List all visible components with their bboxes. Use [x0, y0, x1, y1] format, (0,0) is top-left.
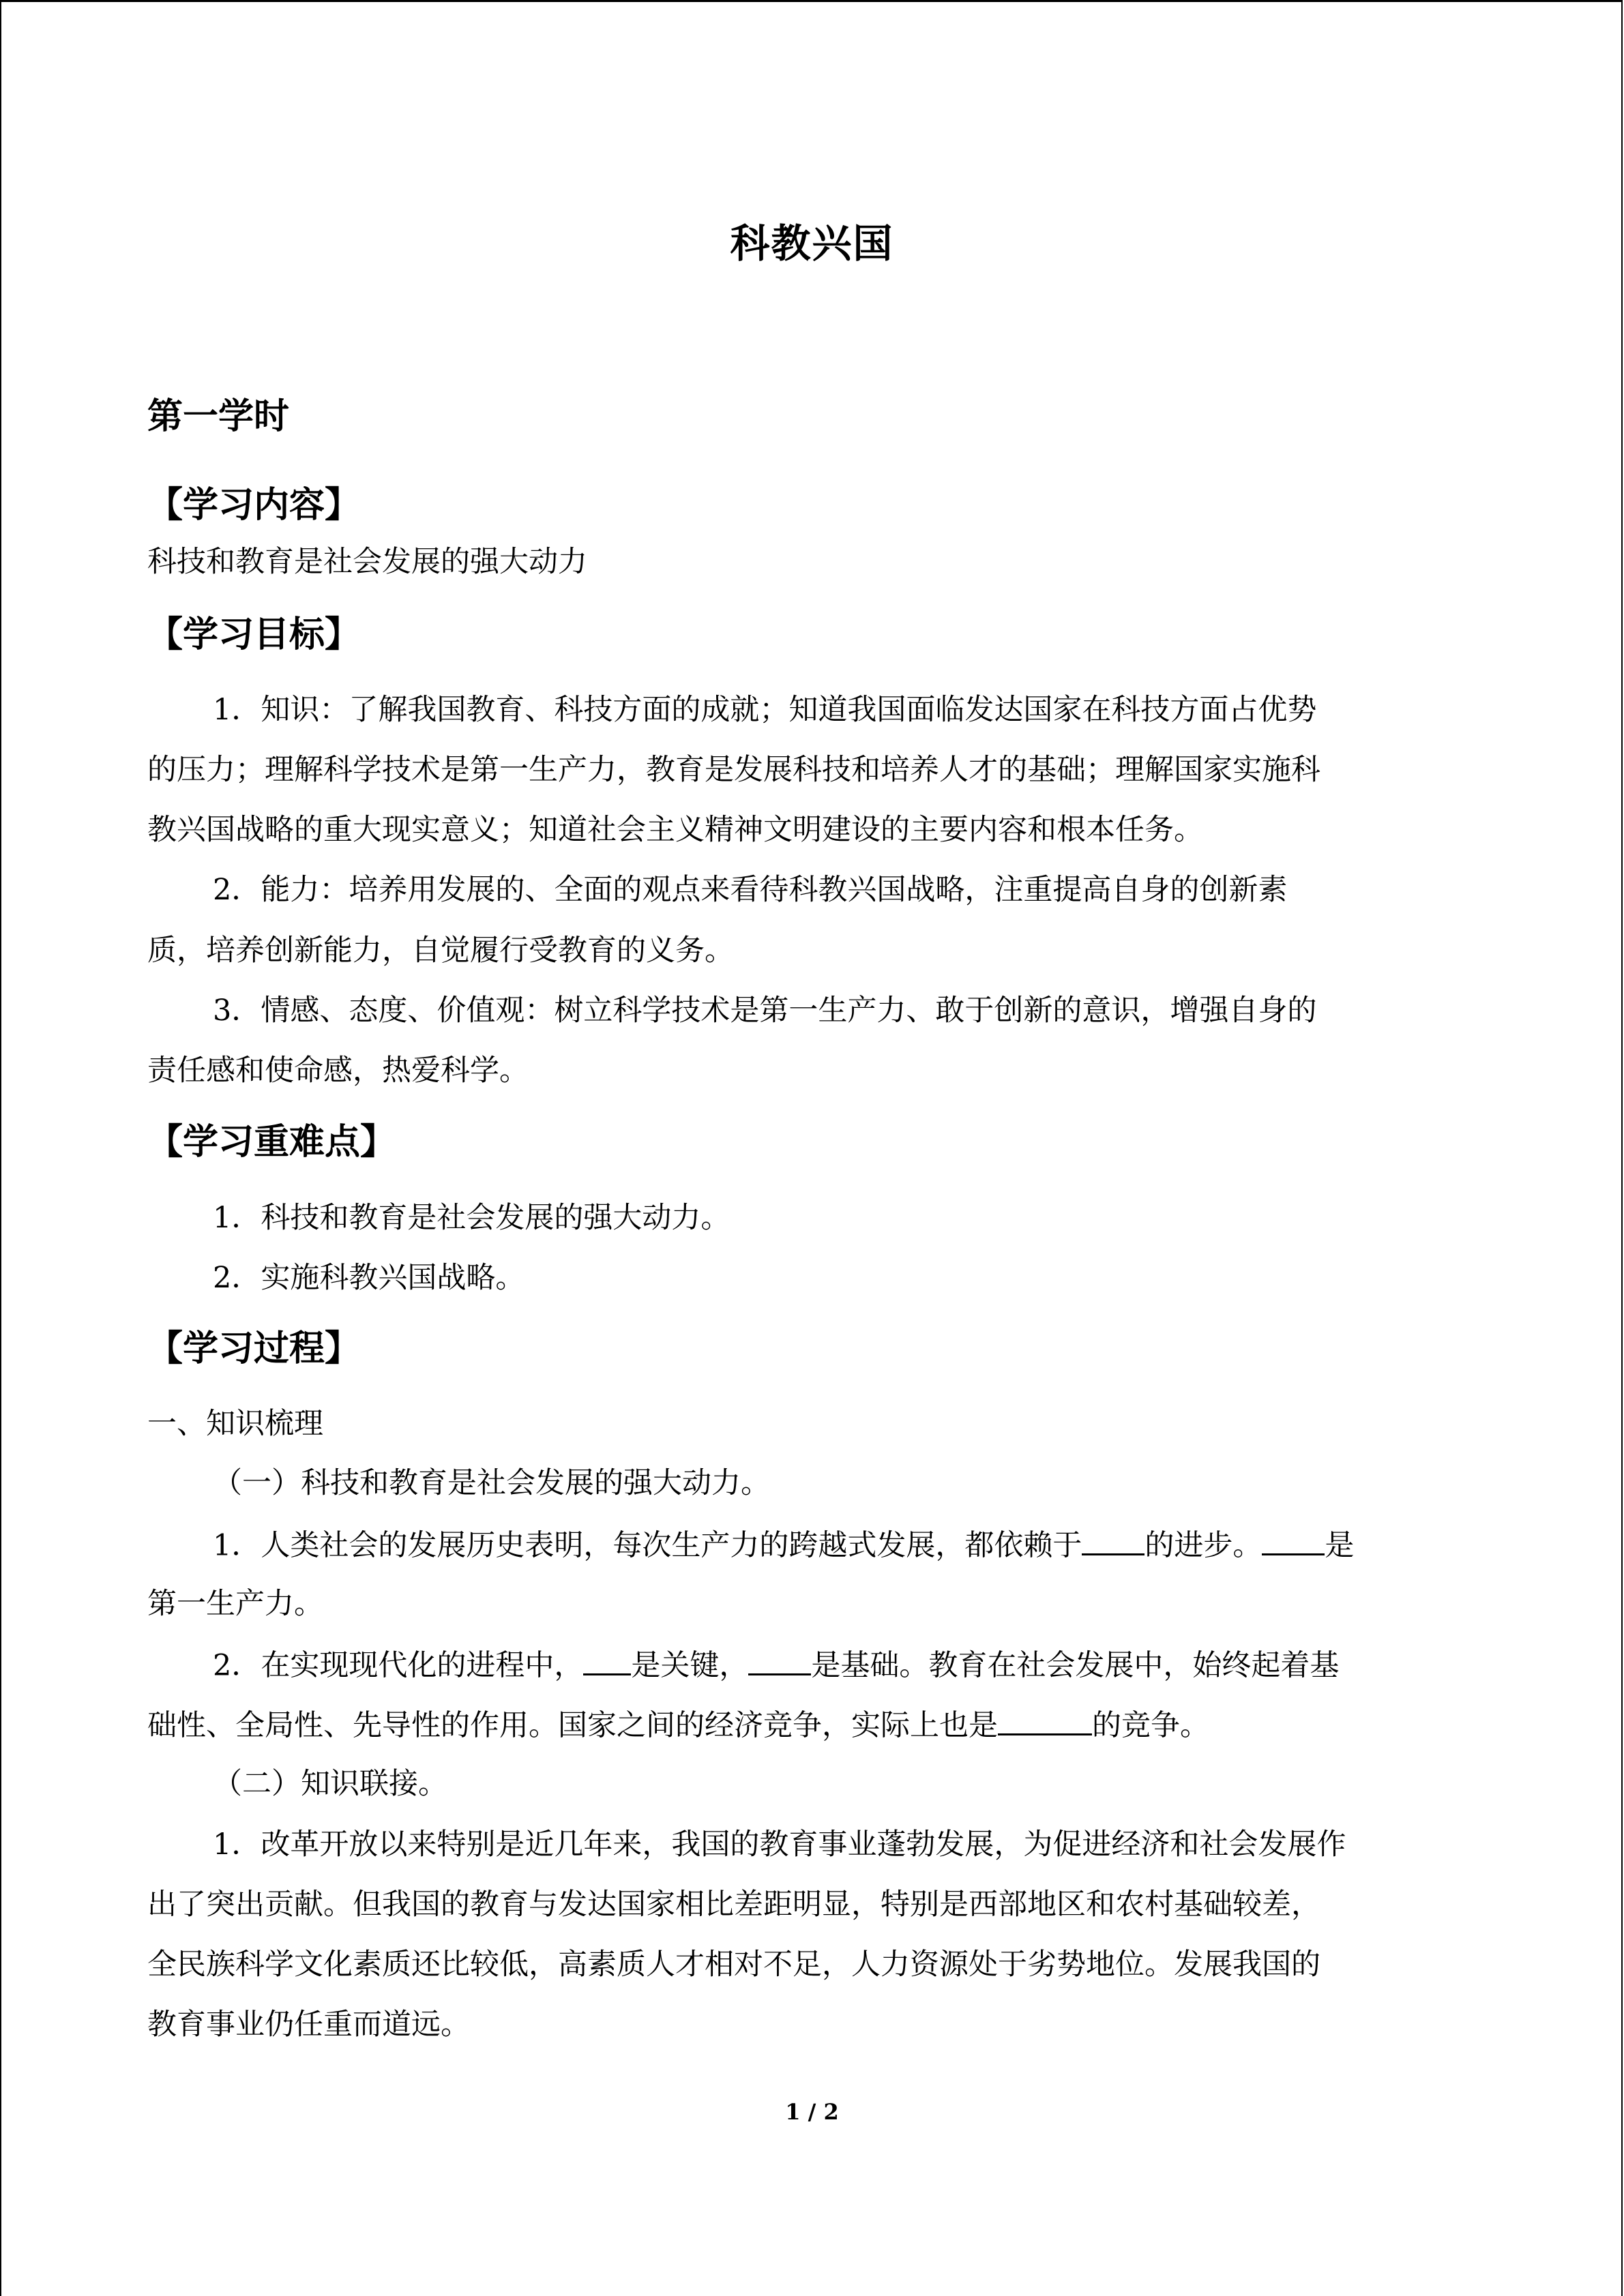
question-2-blank-2[interactable]	[748, 1647, 811, 1675]
sub-heading-1: （一）科技和教育是社会发展的强大动力。	[213, 1466, 770, 1500]
question-2-text-c: 是基础。教育在社会发展中，始终起着基	[811, 1648, 1340, 1683]
link-1-line-2: 出了突出贡献。但我国的教育与发达国家相比差距明显，特别是西部地区和农村基础较差，	[147, 1888, 1320, 1922]
goal-3-line-1: 3．情感、态度、价值观：树立科学技术是第一生产力、敢于创新的意识，增强自身的	[213, 994, 1317, 1028]
key-points-heading: 【学习重难点】	[147, 1121, 396, 1163]
question-1-text-b: 的进步。	[1145, 1528, 1263, 1563]
content-heading: 【学习内容】	[147, 484, 361, 526]
question-2-text-a: 2．在实现现代化的进程中，	[213, 1648, 584, 1683]
question-1-text-c: 是	[1325, 1528, 1355, 1563]
question-2-line-1	[213, 1647, 1339, 1684]
link-1-line-1: 1．改革开放以来特别是近几年来，我国的教育事业蓬勃发展，为促进经济和社会发展作	[213, 1828, 1346, 1862]
question-2-line-2-text-b: 的竞争。	[1092, 1708, 1209, 1743]
question-2-text-b: 是关键，	[631, 1648, 749, 1683]
link-1-line-4: 教育事业仍任重而道远。	[147, 2008, 470, 2042]
goal-1-line-3: 教兴国战略的重大现实意义；知道社会主义精神文明建设的主要内容和根本任务。	[147, 813, 1203, 847]
process-heading: 【学习过程】	[147, 1328, 361, 1369]
page-indicator: 1 / 2	[785, 2099, 839, 2125]
knowledge-review-heading: 一、知识梳理	[147, 1407, 323, 1441]
goal-1-line-2: 的压力；理解科学技术是第一生产力，教育是发展科技和培养人才的基础；理解国家实施科	[147, 753, 1320, 787]
goal-1-line-1: 1．知识：了解我国教育、科技方面的成就；知道我国面临发达国家在科技方面占优势	[213, 693, 1317, 727]
question-2-line-2	[147, 1707, 1209, 1744]
question-2-blank-1[interactable]	[583, 1647, 631, 1675]
question-2-line-2-text-a: 础性、全局性、先导性的作用。国家之间的经济竞争，实际上也是	[147, 1708, 998, 1743]
content-text: 科技和教育是社会发展的强大动力	[147, 545, 587, 579]
question-1-text-a: 1．人类社会的发展历史表明，每次生产力的跨越式发展，都依赖于	[213, 1528, 1082, 1563]
question-1-blank-2[interactable]	[1262, 1527, 1325, 1555]
goals-heading: 【学习目标】	[147, 614, 361, 655]
question-1-line-2: 第一生产力。	[147, 1587, 323, 1621]
goal-2-line-1: 2．能力：培养用发展的、全面的观点来看待科教兴国战略，注重提高自身的创新素	[213, 873, 1288, 907]
lesson-heading: 第一学时	[147, 396, 290, 437]
sub-heading-2: （二）知识联接。	[213, 1767, 447, 1801]
question-1-blank-1[interactable]	[1082, 1527, 1145, 1555]
goal-2-line-2: 质，培养创新能力，自觉履行受教育的义务。	[147, 934, 734, 968]
document-title: 科教兴国	[730, 220, 894, 267]
question-2-blank-3[interactable]	[998, 1707, 1092, 1735]
goal-3-line-2: 责任感和使命感，热爱科学。	[147, 1054, 529, 1088]
question-1-line-1	[213, 1527, 1354, 1564]
key-point-2: 2．实施科教兴国战略。	[213, 1261, 525, 1295]
link-1-line-3: 全民族科学文化素质还比较低，高素质人才相对不足，人力资源处于劣势地位。发展我国的	[147, 1948, 1320, 1982]
key-point-1: 1．科技和教育是社会发展的强大动力。	[213, 1201, 730, 1235]
